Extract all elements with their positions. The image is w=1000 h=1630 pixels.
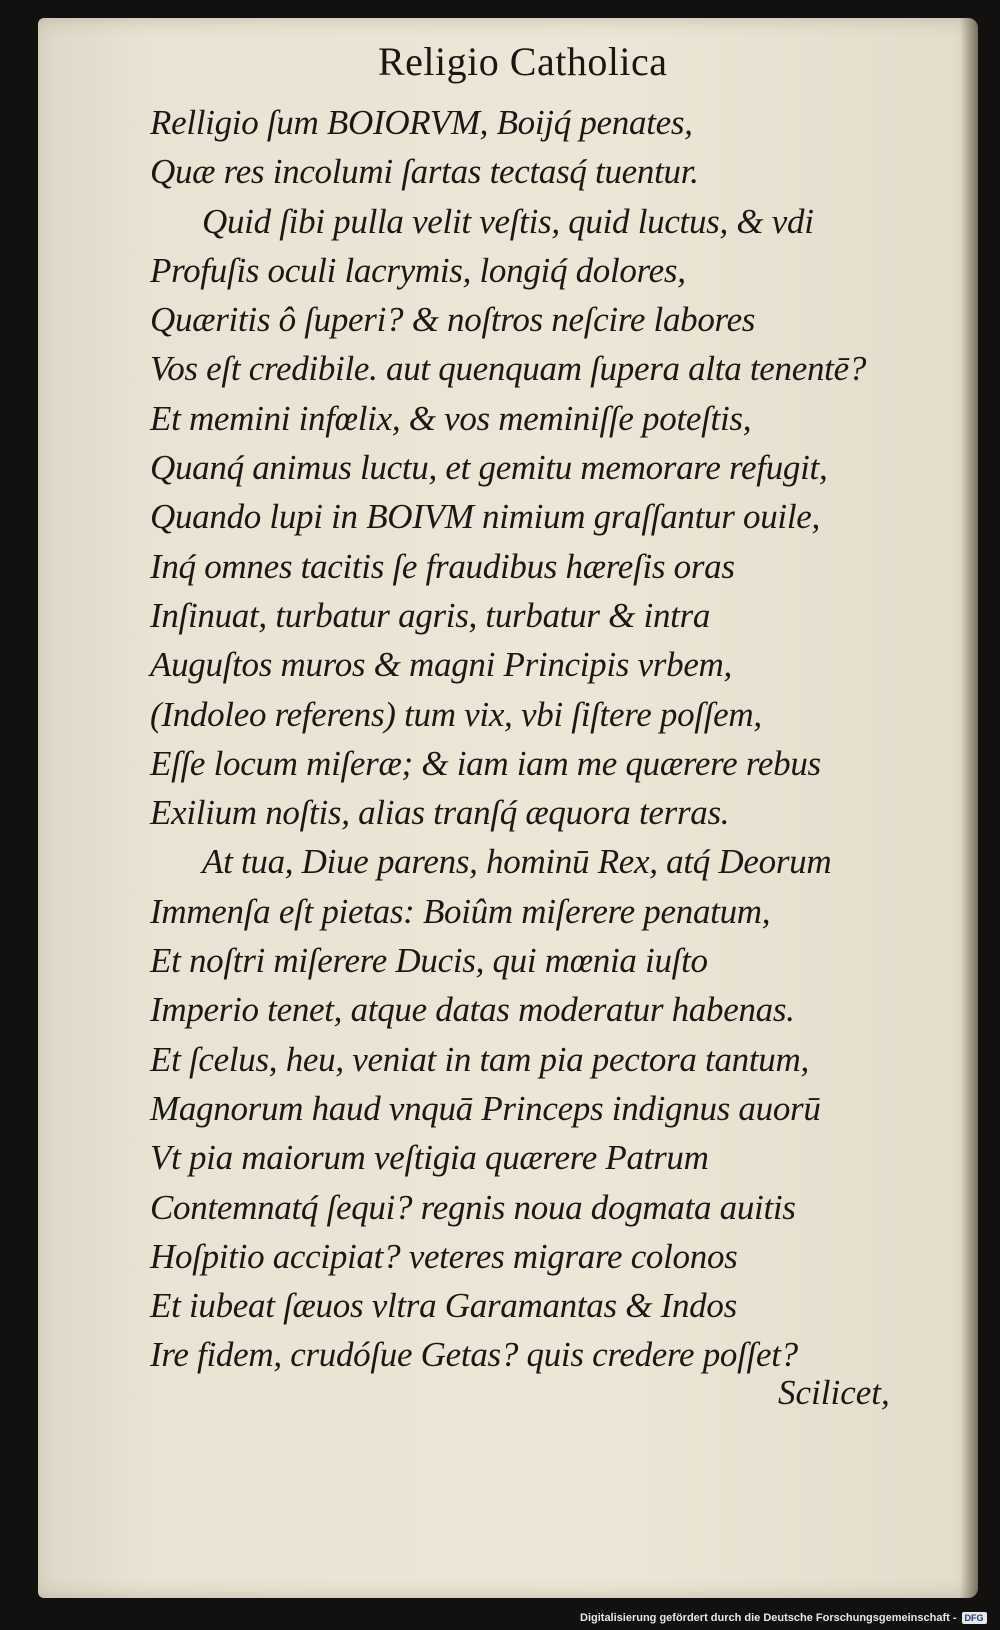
- verse-line: Vt pia maiorum veſtigia quærere Patrum: [150, 1138, 709, 1178]
- verse-line: Quanq́ animus luctu, et gemitu memorare refugit,: [150, 448, 828, 488]
- verse-line: Contemnatq́ ſequi? regnis noua dogmata auitis: [150, 1187, 796, 1227]
- verse-line: Auguſtos muros & magni Principis vrbem,: [150, 645, 732, 685]
- verse-line: Et ſcelus, heu, veniat in tam pia pectora tantum,: [150, 1039, 809, 1079]
- catchword: Scilicet,: [778, 1373, 890, 1412]
- verse-line: Immenſa eſt pietas: Boiûm miſerere penatum,: [150, 891, 771, 931]
- verse-line: Imperio tenet, atque datas moderatur habenas.: [150, 990, 795, 1030]
- verse-line: Quæ res incolumi ſartas tectasq́ tuentur.: [150, 152, 699, 192]
- verse-line: (Indoleo referens) tum vix, vbi ſiſtere poſſem,: [150, 694, 762, 734]
- verse-text: [150, 98, 978, 1380]
- verse-line: Quid ſibi pulla velit veſtis, quid luctus, & vdi: [202, 201, 814, 241]
- verse-line: Magnorum haud vnquā Princeps indignus auorū: [150, 1088, 821, 1128]
- running-header: Religio Catholica: [378, 39, 668, 84]
- verse-line: Eſſe locum miſeræ; & iam iam me quærere rebus: [150, 743, 821, 783]
- verse-line: Et noſtri miſerere Ducis, qui mœnia iuſto: [150, 941, 708, 981]
- digitization-credit: [580, 1609, 987, 1627]
- book-page: [38, 18, 978, 1598]
- verse-line: Et memini infœlix, & vos meminiſſe poteſtis,: [150, 398, 752, 438]
- verse-line: Profuſis oculi lacrymis, longiq́ dolores,: [150, 250, 686, 290]
- dfg-logo: DFG: [962, 1612, 987, 1624]
- verse-line: Ire fidem, crudóſue Getas? quis credere poſſet?: [150, 1335, 798, 1375]
- verse-line: Vos eſt credibile. aut quenquam ſupera alta tenentē?: [150, 349, 867, 389]
- verse-line: At tua, Diue parens, hominū Rex, atq́ Deorum: [202, 842, 832, 882]
- verse-line: Quando lupi in BOIVM nimium graſſantur ouile,: [150, 497, 820, 537]
- verse-line: Quæritis ô ſuperi? & noſtros neſcire labores: [150, 300, 756, 340]
- credit-text: Digitalisierung gefördert durch die Deutsche Forschungsgemeinschaft -: [580, 1612, 957, 1624]
- verse-line: Inſinuat, turbatur agris, turbatur & intra: [150, 595, 711, 635]
- verse-line: Inq́ omnes tacitis ſe fraudibus hæreſis oras: [150, 546, 735, 586]
- verse-line: Et iubeat ſæuos vltra Garamantas & Indos: [150, 1286, 737, 1326]
- verse-line: Relligio ſum BOIORVM, Boijq́ penates,: [150, 103, 693, 142]
- verse-line: Exilium noſtis, alias tranſq́ æquora terras.: [150, 793, 730, 833]
- verse-line: Hoſpitio accipiat? veteres migrare colonos: [150, 1236, 738, 1276]
